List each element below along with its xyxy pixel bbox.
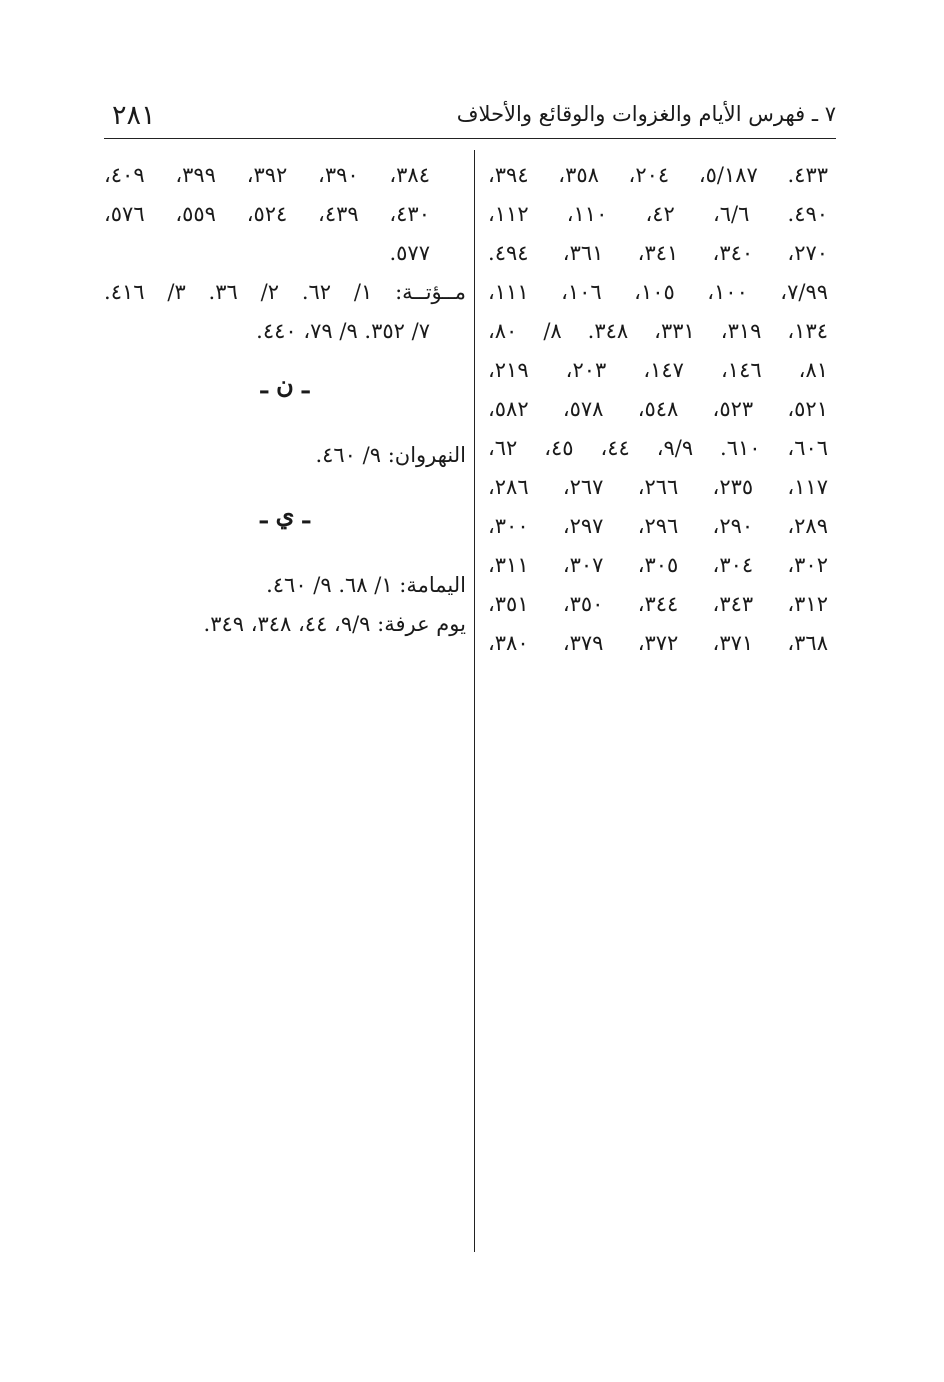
- index-line: ٤٩٠. ٦/٦، ٤٢، ١١٠، ١١٢،: [488, 202, 828, 226]
- index-line: ٤٣٠، ٤٣٩، ٥٢٤، ٥٥٩، ٥٧٦،: [104, 202, 430, 226]
- index-line: ٢٨٩، ٢٩٠، ٢٩٦، ٢٩٧، ٣٠٠،: [488, 514, 828, 538]
- entry-yawm-arafa: يوم عرفة: ٩/٩، ٤٤، ٣٤٨، ٣٤٩.: [203, 612, 466, 636]
- left-column: [104, 156, 466, 644]
- index-line: ٢٧٠، ٣٤٠، ٣٤١، ٣٦١، ٤٩٤.: [488, 241, 828, 265]
- entry-mutah-continued: ٧/ ٣٥٢. ٩/ ٧٩، ٤٤٠.: [256, 319, 430, 343]
- entry-yamama: اليمامة: ١/ ٦٨. ٩/ ٤٦٠.: [266, 573, 466, 597]
- section-heading-ya: ـ ي ـ: [260, 500, 310, 529]
- index-line: ٦٠٦، ٦١٠. ٩/٩، ٤٤، ٤٥، ٦٢،: [488, 436, 828, 460]
- entry-nahrawan: النهروان: ٩/ ٤٦٠.: [315, 443, 466, 467]
- section-heading-nun: ـ ن ـ: [260, 370, 310, 399]
- running-title: ٧ ـ فهرس الأيام والغزوات والوقائع والأحلاف: [456, 102, 836, 126]
- index-line: ٣٨٤، ٣٩٠، ٣٩٢، ٣٩٩، ٤٠٩،: [104, 163, 430, 187]
- index-line: ٨١، ١٤٦، ١٤٧، ٢٠٣، ٢١٩،: [488, 358, 828, 382]
- index-line: ٤٣٣. ٥/١٨٧، ٢٠٤، ٣٥٨، ٣٩٤،: [488, 163, 828, 187]
- entry-mutah: مــؤتــة: ١/ ٦٢. ٢/ ٣٦. ٣/ ٤١٦.: [104, 280, 466, 304]
- index-line: ١١٧، ٢٣٥، ٢٦٦، ٢٦٧، ٢٨٦،: [488, 475, 828, 499]
- index-line: ٧/٩٩، ١٠٠، ١٠٥، ١٠٦، ١١١،: [488, 280, 828, 304]
- index-line: ٣١٢، ٣٤٣، ٣٤٤، ٣٥٠، ٣٥١،: [488, 592, 828, 616]
- page-header: [104, 98, 836, 132]
- index-line: ٥٧٧.: [389, 241, 430, 265]
- page-number: ٢٨١: [112, 100, 156, 131]
- index-line: ١٣٤، ٣١٩، ٣٣١، ٣٤٨. ٨/ ٨٠،: [488, 319, 828, 343]
- index-line: ٣٦٨، ٣٧١، ٣٧٢، ٣٧٩، ٣٨٠،: [488, 631, 828, 655]
- header-rule: [104, 138, 836, 139]
- right-column: [488, 156, 828, 663]
- index-line: ٥٢١، ٥٢٣، ٥٤٨، ٥٧٨، ٥٨٢،: [488, 397, 828, 421]
- index-line: ٣٠٢، ٣٠٤، ٣٠٥، ٣٠٧، ٣١١،: [488, 553, 828, 577]
- column-divider: [474, 150, 475, 1252]
